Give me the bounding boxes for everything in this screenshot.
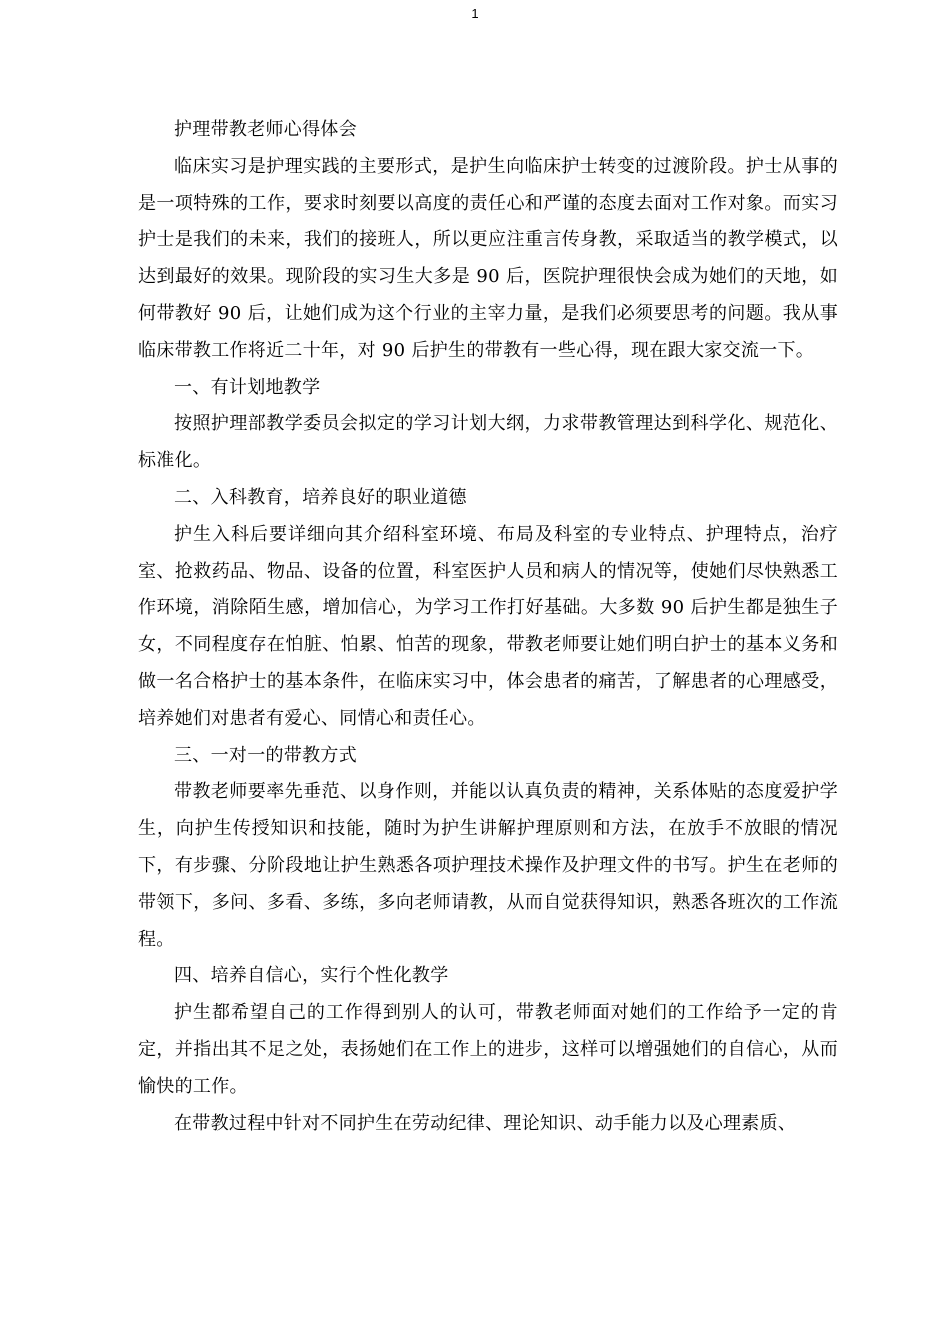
section-heading-4: 四、培养自信心，实行个性化教学	[174, 965, 449, 987]
document-body	[138, 112, 838, 1142]
section-heading-2: 二、入科教育，培养良好的职业道德	[174, 486, 467, 508]
document-title: 护理带教老师心得体会	[174, 119, 357, 140]
section-heading-3: 三、一对一的带教方式	[174, 744, 357, 766]
paragraph-intro: 临床实习是护理实践的主要形式，是护生向临床护士转变的过渡阶段。护士从事的是一项特殊的工作，要求时刻要以高度的责任心和严谨的态度去面对工作对象。而实习护士是我们的未来，我们的接班人，所以更应注重言传身教，采取适当的教学模式，以达到最好的效果。现阶段的实习生大多是 90 后，医院护理很快会成为她们的天地，如何带教好 90 后，让她们成为这个行业的主宰力量，是我们必须要思考的问题。我从事临床带教工作将近二十年，对 90 后护生的带教有一些心得，现在跟大家交流一下。	[138, 155, 838, 361]
paragraph-section-4: 护生都希望自己的工作得到别人的认可，带教老师面对她们的工作给予一定的肯定，并指出其不足之处，表扬她们在工作上的进步，这样可以增强她们的自信心，从而愉快的工作。	[138, 1002, 838, 1097]
paragraph-section-3: 带教老师要率先垂范、以身作则，并能以认真负责的精神，关系体贴的态度爱护学生，向护生传授知识和技能，随时为护生讲解护理原则和方法，在放手不放眼的情况下，有步骤、分阶段地让护生熟悉各项护理技术操作及护理文件的书写。护生在老师的带领下，多问、多看、多练，多向老师请教，从而自觉获得知识，熟悉各班次的工作流程。	[138, 781, 838, 950]
paragraph-continued: 在带教过程中针对不同护生在劳动纪律、理论知识、动手能力以及心理素质、	[174, 1112, 797, 1134]
section-heading-1: 一、有计划地教学	[174, 376, 321, 398]
paragraph-section-2: 护生入科后要详细向其介绍科室环境、布局及科室的专业特点、护理特点，治疗室、抢救药品、物品、设备的位置，科室医护人员和病人的情况等，使她们尽快熟悉工作环境，消除陌生感，增加信心，为学习工作打好基础。大多数 90 后护生都是独生子女，不同程度存在怕脏、怕累、怕苦的现象，带教老师要让她们明白护士的基本义务和做一名合格护士的基本条件，在临床实习中，体会患者的痛苦，了解患者的心理感受，培养她们对患者有爱心、同情心和责任心。	[138, 523, 838, 729]
paragraph-section-1: 按照护理部教学委员会拟定的学习计划大纲，力求带教管理达到科学化、规范化、标准化。	[138, 413, 838, 472]
page-number: 1	[471, 6, 479, 21]
